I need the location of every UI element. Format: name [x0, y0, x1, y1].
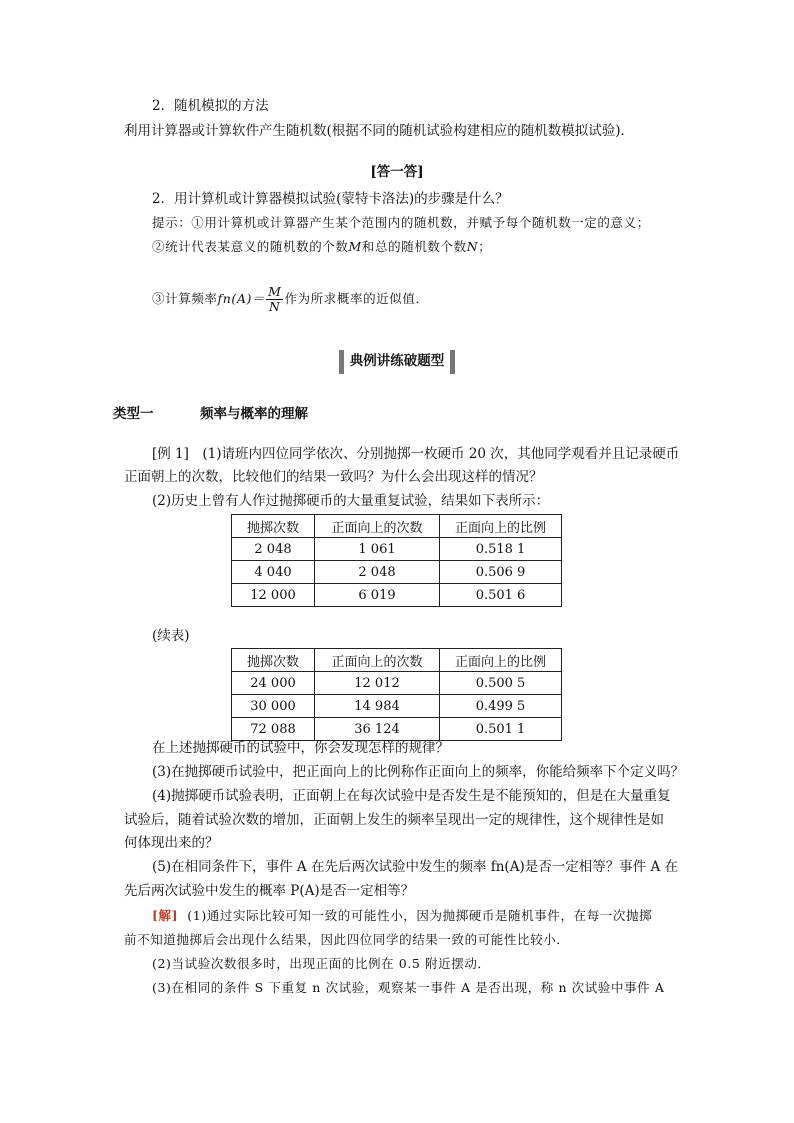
hint-3-text-a: ③计算频率: [152, 291, 218, 306]
table-header-row: [232, 649, 562, 672]
hint-2-var-m: M: [348, 239, 362, 254]
table-header-cell: 正面向上的比例: [440, 515, 562, 538]
table-cell: 12 000: [232, 584, 315, 607]
section-2-heading: 2．随机模拟的方法: [152, 98, 269, 114]
table-cell: 0.501 1: [440, 718, 562, 741]
table-row: [232, 672, 562, 695]
section-title: 典例讲练破题型: [349, 353, 445, 369]
hint-2-text-c: ；: [478, 239, 492, 254]
question-5-line-1: (5)在相同条件下，事件 A 在先后两次试验中发生的频率 fn(A)是否一定相等？事件 A 在: [152, 859, 679, 875]
table-cell: 12 012: [315, 672, 440, 695]
question-4-line-1: (4)抛掷硬币试验表明，正面朝上在每次试验中是否发生是不能预知的，但是在大量重复: [152, 788, 671, 804]
table-cell: 0.518 1: [440, 538, 562, 561]
table-cell: 72 088: [232, 718, 315, 741]
type-label: 类型一: [113, 406, 154, 422]
table-header-cell: 正面向上的次数: [315, 515, 440, 538]
results-table-1: [231, 514, 562, 607]
continued-label: (续表): [152, 628, 190, 644]
results-table-2: [231, 648, 562, 741]
table-cell: 0.501 6: [440, 584, 562, 607]
hint-line-1: 提示：①用计算机或计算器产生某个范围内的随机数，并赋予每个随机数一定的意义；: [152, 215, 650, 230]
hint-3-text-b: 作为所求概率的近似值．: [284, 291, 429, 306]
table-cell: 0.500 5: [440, 672, 562, 695]
table-header-cell: 正面向上的次数: [315, 649, 440, 672]
question-4-line-2: 试验后，随着试验次数的增加，正面朝上发生的频率呈现出一定的规律性，这个规律性是如: [124, 812, 664, 828]
table-header-cell: 抛掷次数: [232, 515, 315, 538]
qa-title: [答一答]: [370, 164, 424, 180]
table-row: [232, 538, 562, 561]
table-cell: 1 061: [315, 538, 440, 561]
table-cell: 2 048: [315, 561, 440, 584]
solution-label: [解]: [152, 908, 179, 923]
table-header-row: [232, 515, 562, 538]
hint-3-fn: fn(A)＝: [217, 291, 266, 306]
table-cell: 0.499 5: [440, 695, 562, 718]
fraction-denominator: N: [269, 299, 281, 314]
section-banner: [0, 348, 794, 374]
hint-line-2: [152, 238, 491, 256]
type-title: 频率与概率的理解: [200, 406, 308, 422]
solution-line-2: 前不知道抛掷后会出现什么结果，因此四位同学的结果一致的可能性比较小．: [124, 932, 570, 947]
example-line-3: (2)历史上曾有人作过抛掷硬币的大量重复试验，结果如下表所示：: [152, 493, 550, 509]
hint-2-text-b: 和总的随机数个数: [361, 239, 467, 254]
table-cell: 2 048: [232, 538, 315, 561]
question-5-line-2: 先后两次试验中发生的概率 P(A)是否一定相等？: [124, 883, 415, 899]
banner-bar-left: [339, 350, 344, 374]
table-cell: 6 019: [315, 584, 440, 607]
table-cell: 14 984: [315, 695, 440, 718]
hint-line-3: [152, 285, 429, 314]
section-2-text: 利用计算器或计算软件产生随机数(根据不同的随机试验构建相应的随机数模拟试验)．: [124, 123, 635, 139]
table-header-cell: 抛掷次数: [232, 649, 315, 672]
question-rule: 在上述抛掷硬币的试验中，你会发现怎样的规律？: [152, 740, 449, 756]
solution-1-text: (1)通过实际比较可知一致的可能性小，因为抛掷硬币是随机事件，在每一次抛掷: [187, 908, 653, 923]
table-cell: 24 000: [232, 672, 315, 695]
table-cell: 30 000: [232, 695, 315, 718]
hint-2-text-a: ②统计代表某意义的随机数的个数: [152, 239, 349, 254]
hint-2-var-n: N: [466, 239, 479, 254]
table-row: [232, 561, 562, 584]
example-line-2: 正面朝上的次数，比较他们的结果一致吗？为什么会出现这样的情况？: [124, 469, 543, 485]
table-row: [232, 718, 562, 741]
table-cell: 36 124: [315, 718, 440, 741]
example-line-1: [例 1] (1)请班内四位同学依次、分别抛掷一枚硬币 20 次，其他同学观看并且记录硬币: [152, 446, 680, 462]
solution-line-1: [152, 907, 652, 925]
table-cell: 4 040: [232, 561, 315, 584]
question-3: (3)在抛掷硬币试验中，把正面向上的比例称作正面向上的频率，你能给频率下个定义吗？: [152, 764, 685, 780]
table-cell: 0.506 9: [440, 561, 562, 584]
qa-question: 2．用计算机或计算器模拟试验(蒙特卡洛法)的步骤是什么？: [152, 191, 509, 207]
solution-line-4: (3)在相同的条件 S 下重复 n 次试验，观察某一事件 A 是否出现，称 n 次试验中事件 A: [152, 980, 665, 995]
table-row: [232, 584, 562, 607]
table-header-cell: 正面向上的比例: [440, 649, 562, 672]
fraction-numerator: M: [268, 284, 282, 299]
table-row: [232, 695, 562, 718]
question-4-line-3: 何体现出来的？: [124, 835, 219, 851]
solution-line-3: (2)当试验次数很多时，出现正面的比例在 0.5 附近摆动．: [152, 956, 491, 971]
banner-bar-right: [450, 350, 455, 374]
hint-3-fraction: [266, 285, 283, 314]
